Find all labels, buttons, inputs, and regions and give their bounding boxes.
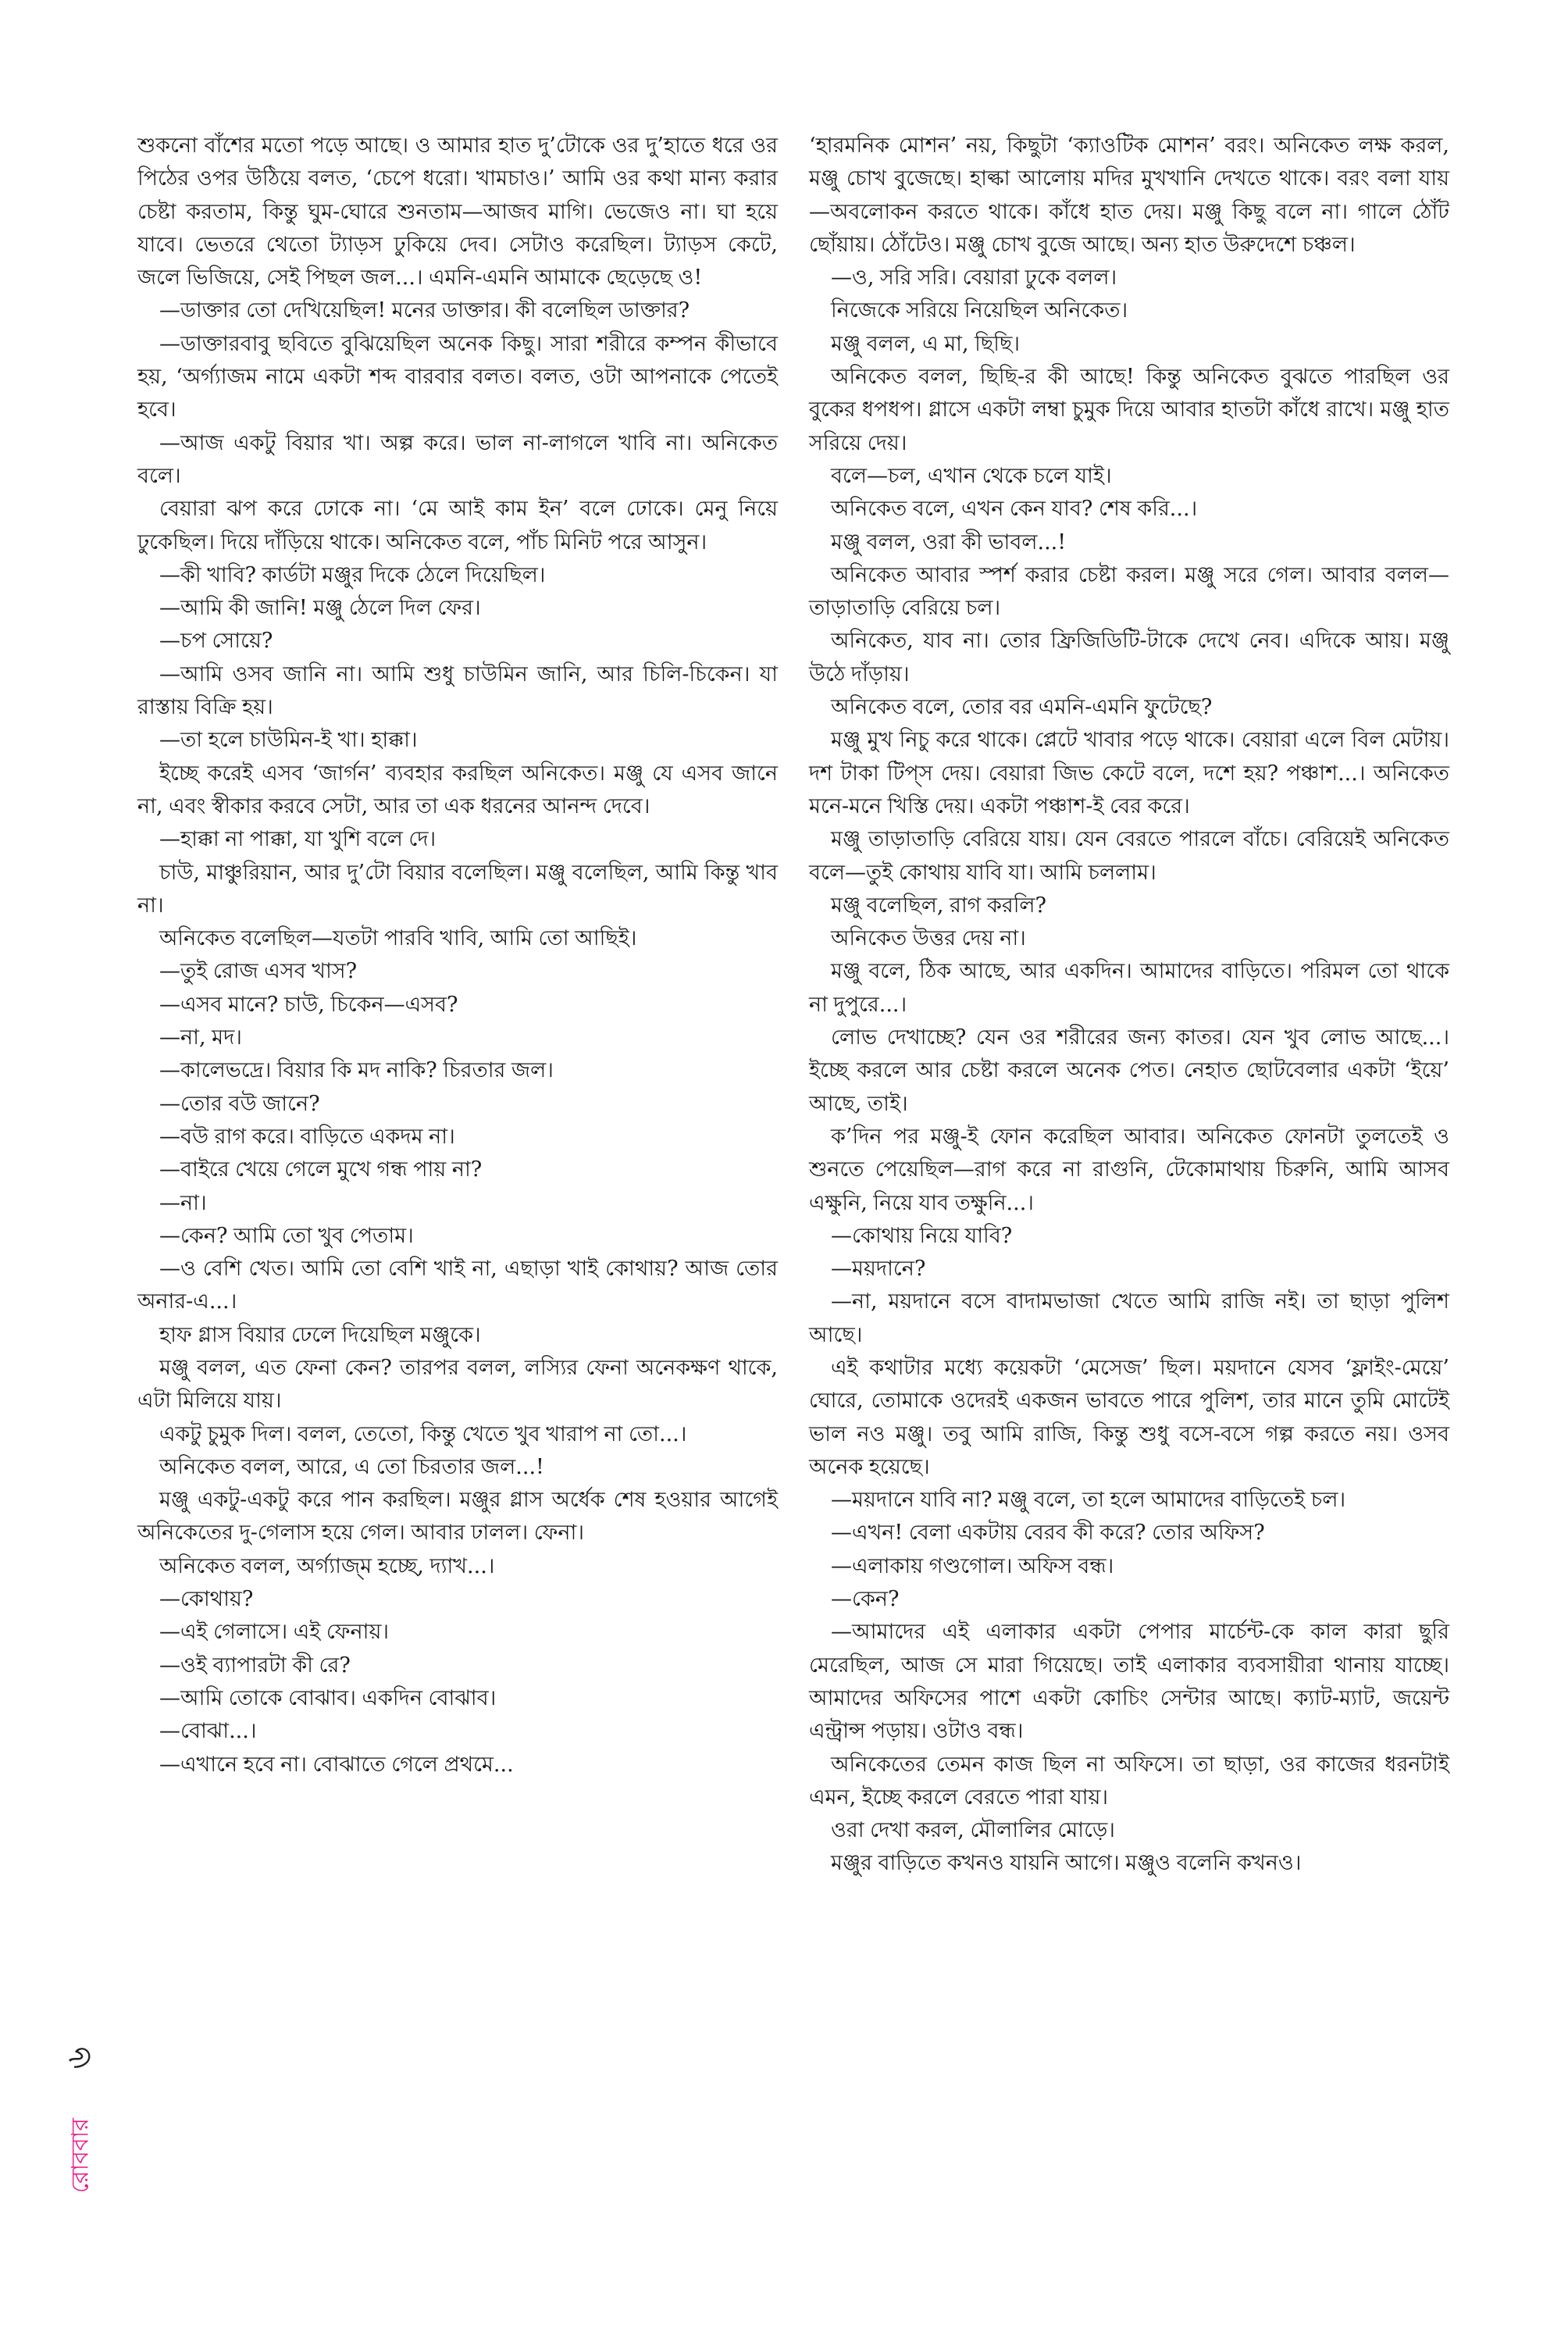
paragraph: —বোঝা...। <box>159 1719 257 1744</box>
paragraph: অনিকেত বলল, ছিছি-র কী আছে! কিন্তু অনিকেত বুঝতে পারছিল ওর বুকের ধপধপ। গ্লাসে একটা লম্বা চুমুক দিয়ে আবার হাতটা কাঁধে রাখে। মঞ্জু হাত সরিয়ে দেয়। <box>809 365 1449 455</box>
paragraph: —ও বেশি খেত। আমি তো বেশি খাই না, এছাড়া খাই কোথায়? আজ তোর অনার-এ...। <box>137 1257 778 1314</box>
paragraph: —আমি ওসব জানি না। আমি শুধু চাউমিন জানি, আর চিলি-চিকেন। যা রাস্তায় বিক্রি হয়। <box>137 661 778 720</box>
paragraph: —আমি তোকে বোঝাব। একদিন বোঝাব। <box>159 1685 497 1710</box>
paragraph: মঞ্জুর বাড়িতে কখনও যায়নি আগে। মঞ্জুও বলেনি কখনও। <box>831 1851 1302 1876</box>
paragraph: চাউ, মাঞ্চুরিয়ান, আর দু’টো বিয়ার বলেছিল। মঞ্জু বলেছিল, আমি কিন্তু খাব না। <box>137 860 778 918</box>
paragraph: এই কথাটার মধ্যে কয়েকটা ‘মেসেজ’ ছিল। ময়দানে যেসব ‘ফ্লাইং-মেয়ে’ ঘোরে, তোমাকে ওদেরই একজন ভাবতে পারে পুলিশ, তার মানে তুমি মোটেই ভাল নও মঞ্জু। তবু আমি রাজি, কিন্তু শুধু বসে-বসে গল্প করতে নয়। ওসব অনেক হয়েছে। <box>809 1355 1449 1479</box>
paragraph: —আজ একটু বিয়ার খা। অল্প করে। ভাল না-লাগলে খাবি না। অনিকেত বলে। <box>137 430 778 488</box>
right-text-column <box>809 130 1449 1881</box>
paragraph: অনিকেত বলেছিল—যতটা পারবি খাবি, আমি তো আছিই। <box>159 926 637 951</box>
paragraph: মঞ্জু বলল, এত ফেনা কেন? তারপর বলল, লস্যির ফেনা অনেকক্ষণ থাকে, এটা মিলিয়ে যায়। <box>137 1355 778 1414</box>
paragraph: —ডাক্তার তো দেখিয়েছিল! মনের ডাক্তার। কী বলেছিল ডাক্তার? <box>159 298 690 323</box>
paragraph: অনিকেত বলে, এখন কেন যাব? শেষ করি...। <box>831 497 1198 522</box>
paragraph: —বাইরে খেয়ে গেলে মুখে গন্ধ পায় না? <box>159 1157 483 1182</box>
paragraph: —না। <box>159 1190 207 1215</box>
paragraph: ওরা দেখা করল, মৌলালির মোড়ে। <box>831 1818 1115 1843</box>
paragraph: অনিকেত উত্তর দেয় না। <box>831 926 1026 951</box>
paragraph: মঞ্জু একটু-একটু করে পান করছিল। মঞ্জুর গ্লাস অর্ধেক শেষ হওয়ার আগেই অনিকেতের দু-গেলাস হয়ে গেল। আবার ঢালল। ফেনা। <box>137 1488 778 1546</box>
paragraph: —এই গেলাসে। এই ফেনায়। <box>159 1620 390 1645</box>
paragraph: লোভ দেখাচ্ছে? যেন ওর শরীরের জন্য কাতর। যেন খুব লোভ আছে...। ইচ্ছে করলে আর চেষ্টা করলে অনেক পেত। নেহাত ছোটবেলার একটা ‘ইয়ে’ আছে, তাই। <box>809 1025 1449 1116</box>
paragraph: বলে—চল, এখান থেকে চলে যাই। <box>831 463 1112 488</box>
paragraph: —হাক্কা না পাক্কা, যা খুশি বলে দে। <box>159 827 437 852</box>
paragraph: মঞ্জু বলল, এ মা, ছিছি। <box>831 331 1021 356</box>
paragraph: অনিকেত বলল, আরে, এ তো চিরতার জল...! <box>159 1454 544 1479</box>
paragraph: মঞ্জু বলেছিল, রাগ করলি? <box>831 893 1047 918</box>
paragraph: —ডাক্তারবাবু ছবিতে বুঝিয়েছিল অনেক কিছু। সারা শরীরে কম্পন কীভাবে হয়, ‘অর্গ্যাজম নামে একটা শব্দ বারবার বলত। বলত, ওটা আপনাকে পেতেই হবে। <box>137 331 778 423</box>
paragraph: ক’দিন পর মঞ্জু-ই ফোন করেছিল আবার। অনিকেত ফোনটা তুলতেই ও শুনতে পেয়েছিল—রাগ করে না রাগুনি, টেকোমাথায় চিরুনি, আমি আসব এক্ষুনি, নিয়ে যাব তক্ষুনি...। <box>809 1124 1449 1215</box>
paragraph: —তা হলে চাউমিন-ই খা। হাক্কা। <box>159 728 418 753</box>
paragraph: —এখন! বেলা একটায় বেরব কী করে? তোর অফিস? <box>831 1521 1265 1546</box>
magazine-name-text: রোববার <box>66 2118 94 2193</box>
paragraph: ‘হারমনিক মোশন’ নয়, কিছুটা ‘ক্যাওটিক মোশন’ বরং। অনিকেত লক্ষ করল, মঞ্জু চোখ বুজেছে। হাল্কা আলোয় মদির মুখখানি দেখতে থাকে। বরং বলা যায়—অবলোকন করতে থাকে। কাঁধে হাত দেয়। মঞ্জু কিছু বলে না। গালে ঠোঁট ছোঁয়ায়। ঠোঁটেও। মঞ্জু চোখ বুজে আছে। অন্য হাত উরুদেশে চঞ্চল। <box>809 134 1449 257</box>
paragraph: মঞ্জু তাড়াতাড়ি বেরিয়ে যায়। যেন বেরতে পারলে বাঁচে। বেরিয়েই অনিকেত বলে—তুই কোথায় যাবি যা। আমি চললাম। <box>809 827 1449 885</box>
paragraph: মঞ্জু মুখ নিচু করে থাকে। প্লেটে খাবার পড়ে থাকে। বেয়ারা এলে বিল মেটায়। দশ টাকা টিপ্‌স দেয়। বেয়ারা জিভ কেটে বলে, দশে হয়? পঞ্চাশ...। অনিকেত মনে-মনে খিস্তি দেয়। একটা পঞ্চাশ-ই বের করে। <box>809 728 1449 818</box>
paragraph: অনিকেত বলে, তোর বর এমনি-এমনি ফুটেছে? <box>831 695 1213 720</box>
paragraph: —চপ সোয়ে? <box>159 629 273 654</box>
paragraph: —না, ময়দানে বসে বাদামভাজা খেতে আমি রাজি নই। তা ছাড়া পুলিশ আছে। <box>809 1289 1449 1347</box>
paragraph: —ময়দানে যাবি না? মঞ্জু বলে, তা হলে আমাদের বাড়িতেই চল। <box>831 1488 1346 1513</box>
paragraph: —কেন? <box>831 1587 900 1612</box>
paragraph: —কেন? আমি তো খুব পেতাম। <box>159 1223 414 1248</box>
paragraph: অনিকেতের তেমন কাজ ছিল না অফিসে। তা ছাড়া, ওর কাজের ধরনটাই এমন, ইচ্ছে করলে বেরতে পারা যায়। <box>809 1752 1449 1810</box>
paragraph: —কালেভদ্রে। বিয়ার কি মদ নাকি? চিরতার জল। <box>159 1058 554 1083</box>
paragraph: —আমাদের এই এলাকার একটা পেপার মার্চেন্ট-কে কাল কারা ছুরি মেরেছিল, আজ সে মারা গিয়েছে। তাই এলাকার ব্যবসায়ীরা থানায় যাচ্ছে। আমাদের অফিসের পাশে একটা কোচিং সেন্টার আছে। ক্যাট-ম্যাট, জয়েন্ট এন্ট্রান্স পড়ায়। ওটাও বন্ধ। <box>809 1620 1449 1744</box>
left-text-column <box>137 130 778 1781</box>
paragraph: মঞ্জু বলল, ওরা কী ভাবল...! <box>831 530 1067 555</box>
paragraph: মঞ্জু বলে, ঠিক আছে, আর একদিন। আমাদের বাড়িতে। পরিমল তো থাকে না দুপুরে...। <box>809 959 1449 1017</box>
paragraph: হাফ গ্লাস বিয়ার ঢেলে দিয়েছিল মঞ্জুকে। <box>159 1322 481 1347</box>
paragraph: বেয়ারা ঝপ করে ঢোকে না। ‘মে আই কাম ইন’ বলে ঢোকে। মেনু নিয়ে ঢুকেছিল। দিয়ে দাঁড়িয়ে থাকে। অনিকেত বলে, পাঁচ মিনিট পরে আসুন। <box>137 497 778 555</box>
paragraph: —ময়দানে? <box>831 1257 926 1282</box>
paragraph: —না, মদ। <box>159 1025 242 1050</box>
paragraph: অনিকেত, যাব না। তোর ফ্রিজিডিটি-টাকে দেখে নেব। এদিকে আয়। মঞ্জু উঠে দাঁড়ায়। <box>809 629 1449 686</box>
paragraph: —বউ রাগ করে। বাড়িতে একদম না। <box>159 1124 455 1149</box>
paragraph: শুকনো বাঁশের মতো পড়ে আছে। ও আমার হাত দু’টোকে ওর দু’হাতে ধরে ওর পিঠের ওপর উঠিয়ে বলত, ‘চেপে ধরো। খামচাও।’ আমি ওর কথা মান্য করার চেষ্টা করতাম, কিন্তু ঘুম-ঘোরে শুনতাম—আজব মাগি। ভেজেও না। ঘা হয়ে যাবে। ভেতরে থেতো ট্যাড়স ঢুকিয়ে দেব। সেটাও করেছিল। ট্যাড়স কেটে, জলে ভিজিয়ে, সেই পিছল জল...। এমনি-এমনি আমাকে ছেড়েছে ও! <box>137 134 778 291</box>
paragraph: —ওই ব্যাপারটা কী রে? <box>159 1653 351 1678</box>
paragraph: ইচ্ছে করেই এসব ‘জার্গন’ ব্যবহার করছিল অনিকেত। মঞ্জু যে এসব জানে না, এবং স্বীকার করবে সেটা, আর তা এক ধরনের আনন্দ দেবে। <box>137 761 778 818</box>
paragraph: নিজেকে সরিয়ে নিয়েছিল অনিকেত। <box>831 298 1128 323</box>
page-number <box>58 2031 105 2085</box>
paragraph: —কোথায় নিয়ে যাবি? <box>831 1223 1013 1248</box>
paragraph: —এলাকায় গণ্ডগোল। অফিস বন্ধ। <box>831 1553 1114 1578</box>
paragraph: —কী খাবি? কার্ডটা মঞ্জুর দিকে ঠেলে দিয়েছিল। <box>159 562 546 587</box>
magazine-name <box>58 2101 105 2210</box>
paragraph: একটু চুমুক দিল। বলল, তেতো, কিন্তু খেতে খুব খারাপ না তো...। <box>159 1421 687 1446</box>
paragraph: —ও, সরি সরি। বেয়ারা ঢুকে বলল। <box>831 266 1117 291</box>
paragraph: —আমি কী জানি! মঞ্জু ঠেলে দিল ফের। <box>159 596 481 621</box>
paragraph: —কোথায়? <box>159 1587 254 1612</box>
paragraph: অনিকেত বলল, অর্গ্যাজ্‌ম হচ্ছে, দ্যাখ...। <box>159 1553 495 1578</box>
paragraph: —তুই রোজ এসব খাস? <box>159 959 358 984</box>
paragraph: —এসব মানে? চাউ, চিকেন—এসব? <box>159 992 458 1017</box>
page-number-text: ৬ <box>59 2046 99 2070</box>
paragraph: —এখানে হবে না। বোঝাতে গেলে প্রথমে... <box>159 1752 514 1777</box>
paragraph: অনিকেত আবার স্পর্শ করার চেষ্টা করল। মঞ্জু সরে গেল। আবার বলল—তাড়াতাড়ি বেরিয়ে চল। <box>809 562 1449 621</box>
paragraph: —তোর বউ জানে? <box>159 1091 320 1116</box>
